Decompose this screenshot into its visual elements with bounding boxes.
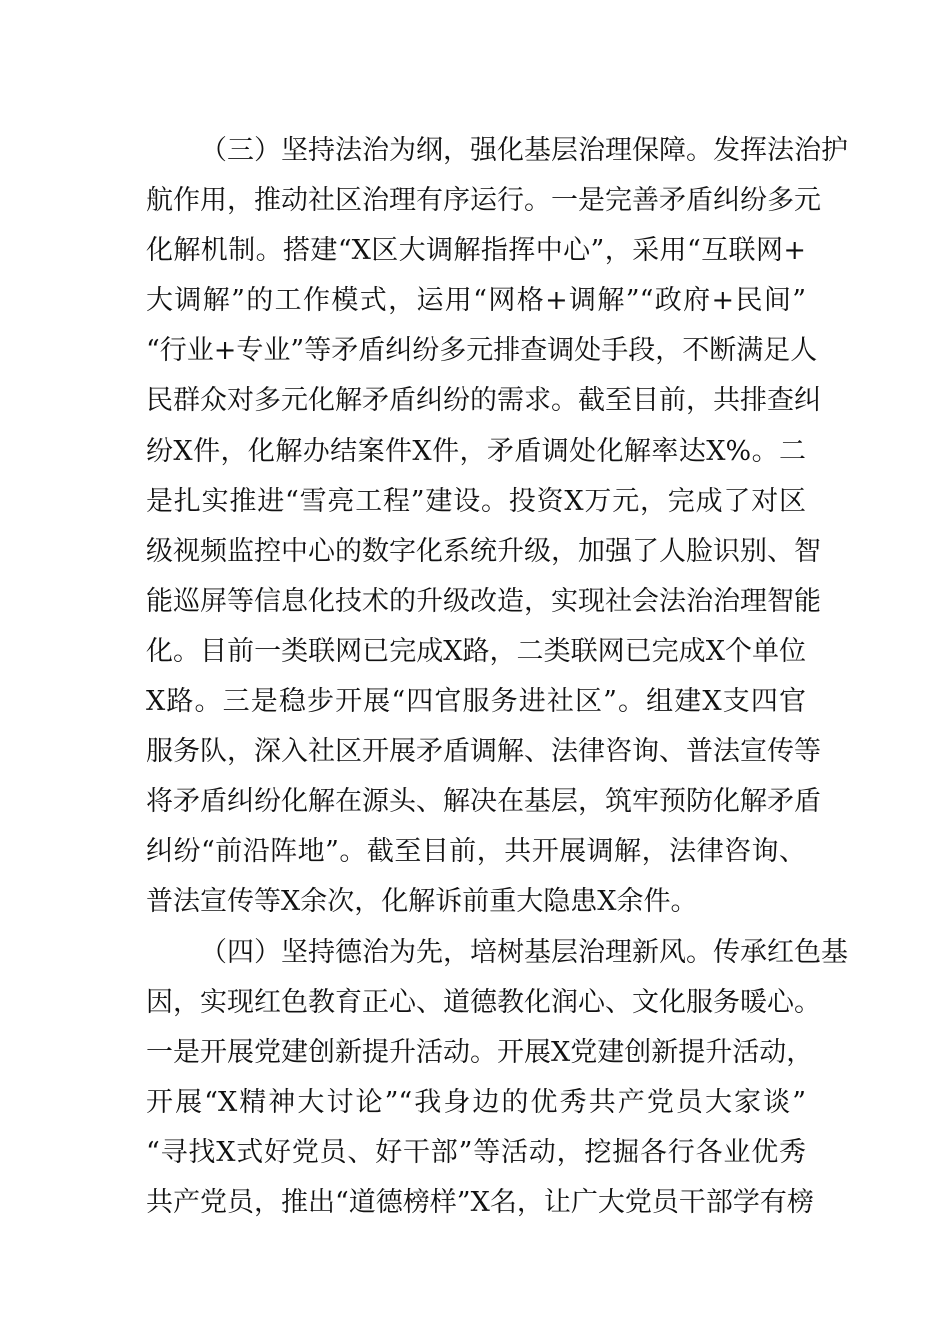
- text-line: 共产党员，推出“道德榜样”X名，让广大党员干部学有榜: [146, 1186, 814, 1218]
- text-line: 一是开展党建创新提升活动。开展X党建创新提升活动，: [146, 1036, 814, 1068]
- text-line: “行业+专业”等矛盾纠纷多元排查调处手段，不断满足人: [146, 335, 818, 367]
- document-body: [146, 126, 848, 1228]
- text-line: （四）坚持德治为先，培树基层治理新风。传承红色基: [200, 936, 848, 968]
- text-line: 大调解”的工作模式，运用“网格+调解”“政府+民间”: [146, 285, 806, 317]
- text-line: 民群众对多元化解矛盾纠纷的需求。截至目前，共排查纠: [146, 385, 821, 417]
- text-line: （三）坚持法治为纲，强化基层治理保障。发挥法治护: [200, 135, 848, 166]
- text-line: 级视频监控中心的数字化系统升级，加强了人脸识别、智: [146, 535, 821, 567]
- text-line: X路。三是稳步开展“四官服务进社区”。组建X支四官: [146, 686, 806, 718]
- text-line: 普法宣传等X余次，化解诉前重大隐患X余件。: [146, 886, 698, 918]
- text-line: 化解机制。搭建“X区大调解指挥中心”，采用“互联网+: [146, 235, 806, 267]
- text-line: 开展“X精神大讨论”“我身边的优秀共产党员大家谈”: [146, 1086, 806, 1118]
- text-line: 化。目前一类联网已完成X路，二类联网已完成X个单位: [146, 635, 806, 667]
- text-line: 能巡屏等信息化技术的升级改造，实现社会法治治理智能: [146, 585, 821, 617]
- text-line: “寻找X式好党员、好干部”等活动，挖掘各行各业优秀: [146, 1136, 806, 1168]
- text-line: 服务队，深入社区开展矛盾调解、法律咨询、普法宣传等: [146, 736, 821, 768]
- text-line: 航作用，推动社区治理有序运行。一是完善矛盾纠纷多元: [146, 185, 821, 217]
- text-line: 是扎实推进“雪亮工程”建设。投资X万元，完成了对区: [146, 485, 806, 517]
- text-line: 纠纷“前沿阵地”。截至目前，共开展调解，法律咨询、: [146, 836, 806, 868]
- text-line: 纷X件，化解办结案件X件，矛盾调处化解率达X%。二: [146, 435, 806, 467]
- text-line: 因，实现红色教育正心、道德教化润心、文化服务暖心。: [146, 986, 821, 1018]
- text-line: 将矛盾纠纷化解在源头、解决在基层，筑牢预防化解矛盾: [146, 786, 821, 818]
